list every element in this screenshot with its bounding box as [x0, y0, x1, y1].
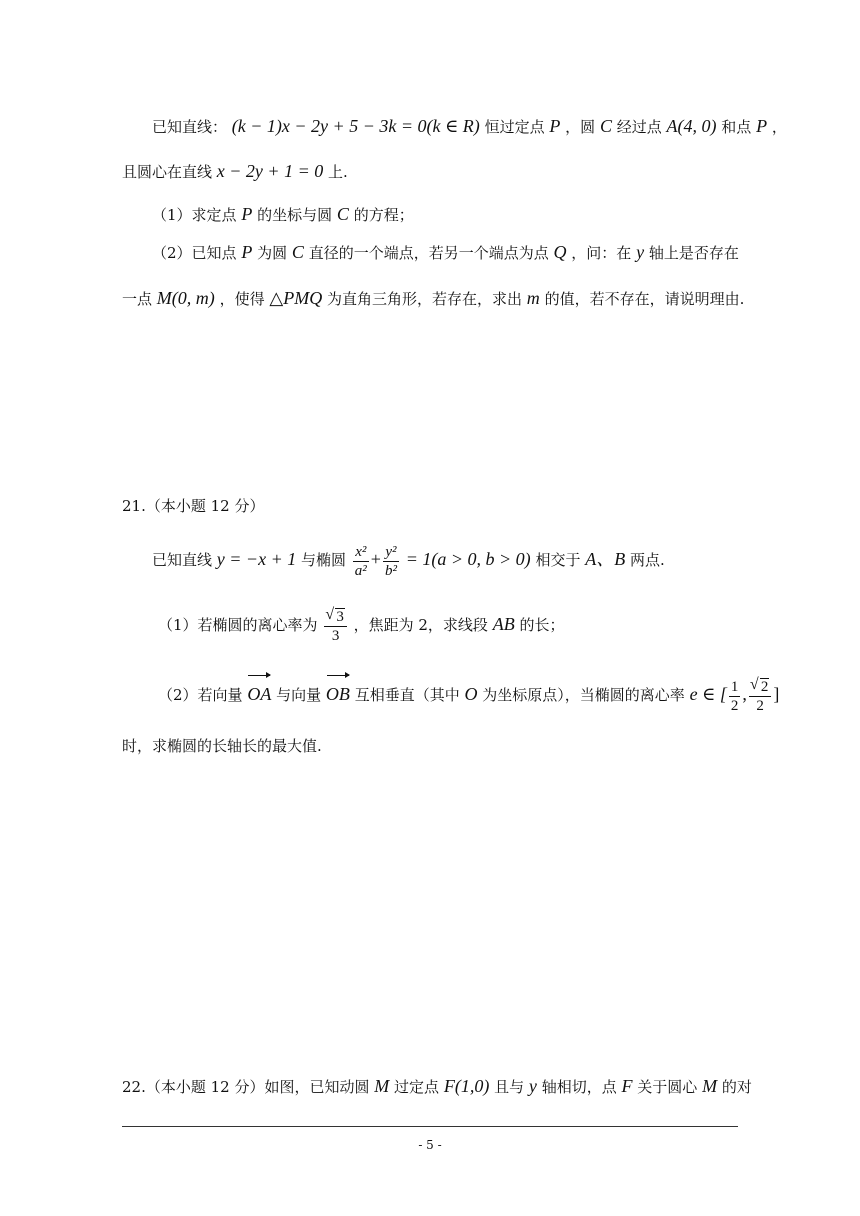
- text: 过定点: [394, 1078, 440, 1096]
- text: 直径的一个端点，若另一个端点为点: [308, 244, 549, 262]
- text: 经过点: [616, 118, 662, 136]
- sqrt-symbol: [751, 678, 770, 696]
- denominator: 2: [756, 697, 764, 714]
- text: 的值，若不存在，请说明理由.: [544, 290, 745, 308]
- point-f: F: [621, 1076, 633, 1096]
- text: 和点: [721, 118, 752, 136]
- point-a: A(4, 0): [666, 116, 717, 136]
- p21-question-1: [158, 604, 565, 645]
- text: 已知直线：: [152, 118, 228, 136]
- p20-question-1: [152, 203, 414, 226]
- text: 且与: [494, 1078, 525, 1096]
- comma: ,: [742, 684, 747, 704]
- numerator: x²: [353, 543, 369, 562]
- text: 与椭圆: [301, 551, 347, 569]
- numerator: y²: [383, 543, 399, 562]
- denominator: 2: [730, 697, 739, 714]
- ellipse-condition: = 1(a > 0, b > 0): [405, 549, 531, 569]
- point-m: M(0, m): [156, 288, 215, 308]
- point-p: P: [756, 116, 768, 136]
- numerator: 1: [730, 678, 739, 695]
- p20-line-2: [122, 160, 348, 183]
- page-number: - 5 -: [418, 1138, 442, 1152]
- circle-c: C: [599, 116, 612, 136]
- p20-question-2-cont: [122, 287, 744, 310]
- origin-o: O: [464, 684, 478, 704]
- point-f: F(1,0): [443, 1076, 490, 1096]
- radicand: 3: [336, 608, 344, 625]
- line-equation: (k − 1)x − 2y + 5 − 3k = 0(k ∈ R): [231, 116, 480, 136]
- p21-question-2-cont: 时，求椭圆的长轴长的最大值.: [122, 737, 322, 755]
- point-q: Q: [553, 242, 567, 262]
- footer-rule: [122, 1126, 738, 1127]
- p20-question-2: [152, 241, 739, 264]
- text: ，: [771, 118, 787, 136]
- text: （1）求定点: [152, 206, 237, 224]
- circle-c: C: [291, 242, 304, 262]
- fraction-y2-b2: [383, 543, 399, 580]
- circle-c: C: [336, 204, 349, 224]
- text: 轴相切，点: [541, 1078, 617, 1096]
- text: 互相垂直（其中: [354, 686, 460, 704]
- text: 恒过定点: [484, 118, 545, 136]
- text: 的方程；: [353, 206, 414, 224]
- triangle-pmq: △PMQ: [269, 288, 323, 308]
- text: 22.（本小题 12 分）如图，已知动圆: [122, 1078, 370, 1096]
- eccentricity-range-open: e ∈ [: [689, 684, 727, 704]
- p22-line-1: [122, 1075, 752, 1098]
- point-p: P: [241, 204, 253, 224]
- text: 与向量: [276, 686, 322, 704]
- text: 的坐标与圆: [257, 206, 333, 224]
- text: 的对: [721, 1078, 752, 1096]
- eccentricity-fraction: [324, 608, 347, 645]
- point-p: P: [549, 116, 561, 136]
- numerator: [749, 678, 772, 697]
- p21-line-1: [152, 540, 665, 580]
- center-m: M: [702, 1076, 718, 1096]
- line-equation: y = −x + 1: [216, 549, 297, 569]
- denominator: b²: [384, 562, 397, 579]
- sqrt-symbol: [326, 608, 345, 626]
- text: 两点.: [630, 551, 665, 569]
- fraction-sqrt2-half: [749, 678, 772, 715]
- vector-oa: OA: [247, 674, 271, 714]
- denominator: 3: [331, 627, 340, 644]
- p21-heading: 21.（本小题 12 分）: [122, 497, 265, 515]
- text: ，使得: [219, 290, 265, 308]
- p20-line-1: [152, 115, 787, 138]
- fraction-one-half: [729, 678, 741, 715]
- radicand: 2: [760, 678, 769, 695]
- text: 为圆: [257, 244, 288, 262]
- text: ，问：在: [571, 244, 632, 262]
- text: 为坐标原点），当椭圆的离心率: [482, 686, 685, 704]
- point-p: P: [241, 242, 253, 262]
- eccentricity-range-close: ]: [773, 684, 780, 704]
- text: （1）若椭圆的离心率为: [158, 616, 318, 634]
- text: 一点: [122, 290, 153, 308]
- text: 关于圆心: [637, 1078, 698, 1096]
- circle-m: M: [374, 1076, 390, 1096]
- text: ，圆: [565, 118, 596, 136]
- text: 为直角三角形，若存在，求出: [326, 290, 522, 308]
- fraction-x2-a2: [353, 543, 369, 580]
- y-var: y: [636, 242, 645, 262]
- text: 相交于: [535, 551, 581, 569]
- text: 且圆心在直线: [122, 163, 213, 181]
- numerator: [324, 608, 347, 627]
- vector-ob: OB: [326, 674, 350, 714]
- p21-question-2: [158, 674, 779, 715]
- text: 上.: [328, 163, 348, 181]
- center-line-equation: x − 2y + 1 = 0: [216, 161, 324, 181]
- denominator: a²: [354, 562, 367, 579]
- text: （2）已知点: [152, 244, 237, 262]
- plus-sign: +: [370, 549, 381, 569]
- text: （2）若向量: [158, 686, 243, 704]
- text: 轴上是否存在: [648, 244, 739, 262]
- m-var: m: [526, 288, 540, 308]
- text: ，焦距为 2，求线段: [353, 616, 488, 634]
- y-var: y: [528, 1076, 537, 1096]
- text: 的长；: [519, 616, 565, 634]
- text: 已知直线: [152, 551, 213, 569]
- points-ab: A、B: [585, 549, 626, 569]
- segment-ab: AB: [492, 614, 515, 634]
